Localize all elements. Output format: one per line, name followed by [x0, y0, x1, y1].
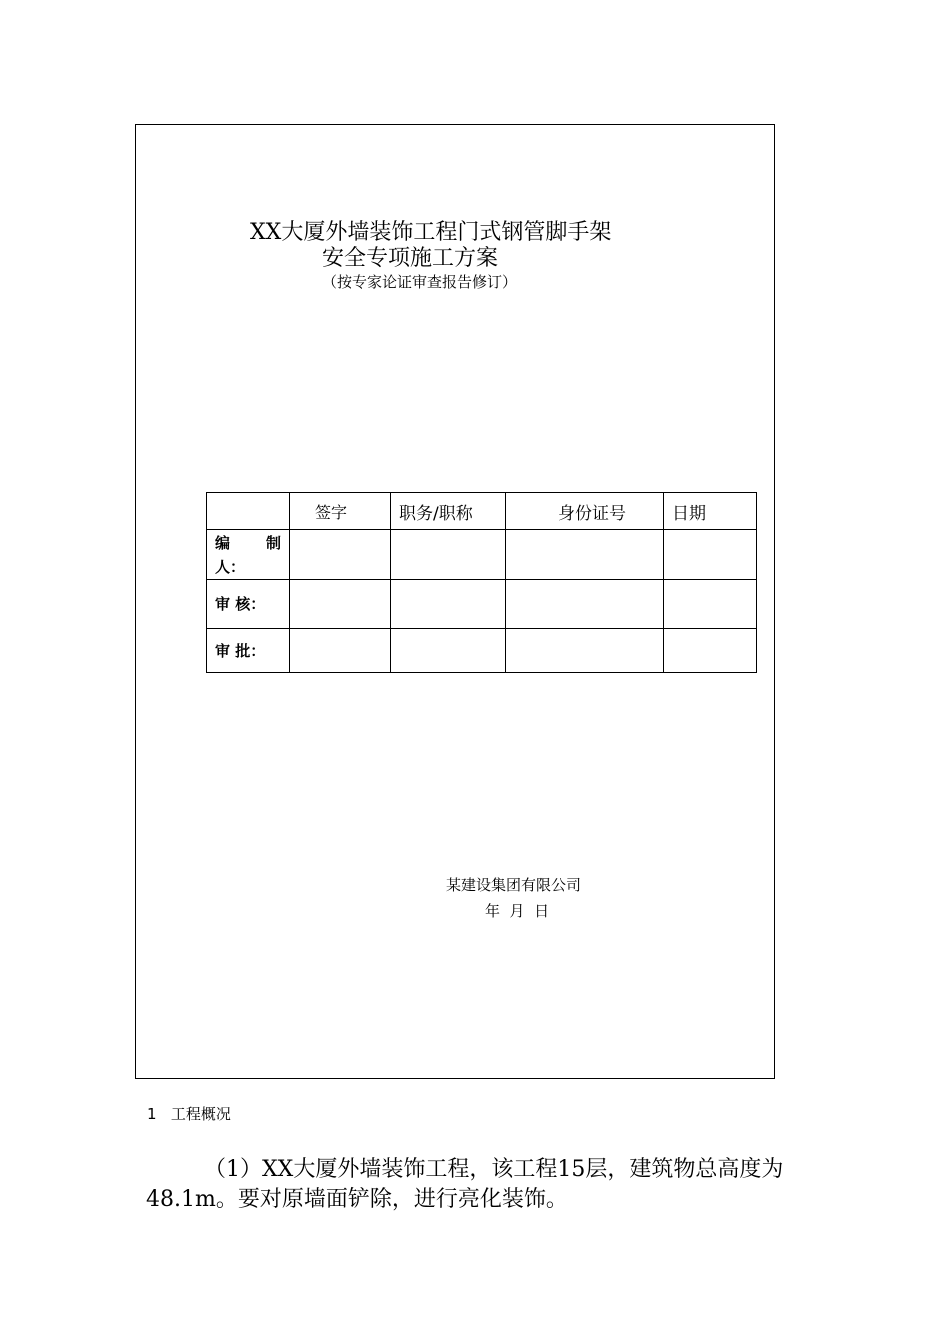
- compiler-signature-cell[interactable]: [290, 530, 391, 580]
- compiler-position-cell[interactable]: [391, 530, 506, 580]
- table-row: [207, 629, 757, 673]
- header-empty-cell: [207, 493, 290, 530]
- header-id-number: 身份证号: [506, 493, 664, 530]
- header-position: 职务/职称: [391, 493, 506, 530]
- paragraph-text: （1）XX大厦外墙装饰工程，该工程15层，建筑物总高度为48.1m。要对原墙面铲除，进行亮化装饰。: [146, 1157, 784, 1212]
- approver-position-cell[interactable]: [391, 629, 506, 673]
- signature-table: [206, 492, 757, 673]
- table-row: [207, 580, 757, 629]
- compiler-id-cell[interactable]: [506, 530, 664, 580]
- approver-id-cell[interactable]: [506, 629, 664, 673]
- date-line: 年 月 日: [485, 902, 550, 920]
- document-subtitle: （按专家论证审查报告修订）: [322, 273, 518, 291]
- header-signature: 签字: [290, 493, 391, 530]
- reviewer-position-cell[interactable]: [391, 580, 506, 629]
- row-label-approver: 审 批：: [207, 629, 290, 673]
- document-title: XX大厦外墙装饰工程门式钢管脚手架: [250, 220, 612, 245]
- company-name: 某建设集团有限公司: [446, 876, 582, 894]
- body-paragraph: [146, 1155, 816, 1215]
- compiler-label-part3: 人：: [215, 557, 246, 576]
- reviewer-signature-cell[interactable]: [290, 580, 391, 629]
- table-row: [207, 530, 757, 580]
- section-heading: 1 工程概况: [147, 1105, 231, 1123]
- table-header-row: [207, 493, 757, 530]
- reviewer-date-cell[interactable]: [664, 580, 757, 629]
- row-label-compiler: [207, 530, 290, 580]
- compiler-label-part1: 编: [215, 533, 231, 552]
- compiler-label-part2: 制: [265, 533, 281, 552]
- compiler-date-cell[interactable]: [664, 530, 757, 580]
- header-date: 日期: [664, 493, 757, 530]
- document-title-line2: 安全专项施工方案: [322, 246, 499, 271]
- reviewer-id-cell[interactable]: [506, 580, 664, 629]
- approver-date-cell[interactable]: [664, 629, 757, 673]
- approver-signature-cell[interactable]: [290, 629, 391, 673]
- row-label-reviewer: 审 核：: [207, 580, 290, 629]
